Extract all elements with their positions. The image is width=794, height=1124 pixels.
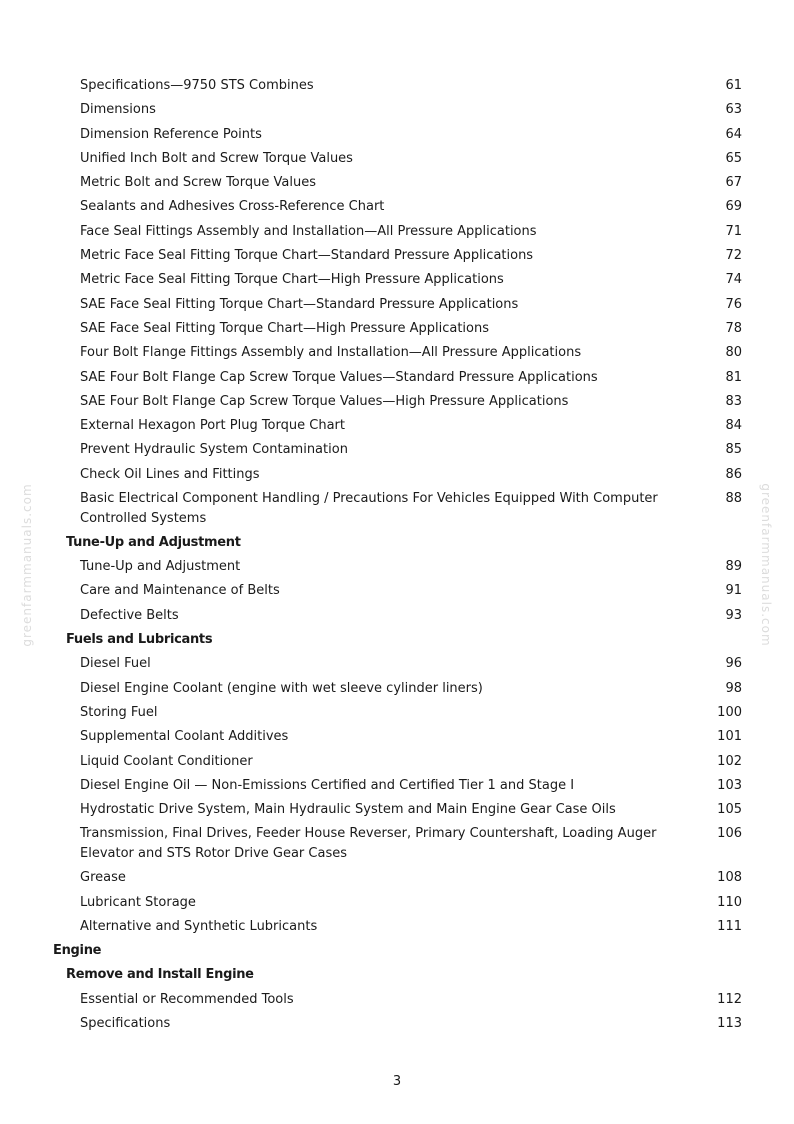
toc-entry[interactable] (0, 465, 794, 485)
toc-entry[interactable] (0, 893, 794, 913)
toc-entry-title: Essential or Recommended Tools (80, 991, 294, 1007)
toc-entry-page-number: 78 (725, 320, 742, 336)
toc-entry[interactable] (0, 824, 794, 863)
toc-entry-page-number: 89 (725, 559, 742, 575)
toc-entry-page-number: 102 (717, 753, 742, 769)
toc-entry-page-number: 67 (725, 175, 742, 191)
toc-entry-title: SAE Four Bolt Flange Cap Screw Torque Values—Standard Pressure Applications (80, 369, 598, 385)
toc-entry-title: Defective Belts (80, 607, 179, 623)
toc-entry-page-number: 63 (725, 102, 742, 118)
toc-section-heading[interactable] (0, 533, 794, 553)
toc-entry[interactable] (0, 581, 794, 601)
toc-entry[interactable] (0, 319, 794, 339)
toc-entry[interactable] (0, 489, 794, 528)
toc-entry-title: Specifications (80, 1015, 171, 1031)
toc-entry-title: External Hexagon Port Plug Torque Chart (80, 418, 345, 434)
toc-entry[interactable] (0, 654, 794, 674)
toc-entry-page-number: 83 (725, 393, 742, 409)
toc-entry-page-number: 113 (717, 1015, 742, 1031)
toc-entry-title: Hydrostatic Drive System, Main Hydraulic System and Main Engine Gear Case Oils (80, 802, 616, 818)
toc-entry-title: Tune-Up and Adjustment (80, 559, 241, 575)
toc-entry-title: Diesel Engine Oil — Non-Emissions Certified and Certified Tier 1 and Stage I (80, 777, 575, 793)
toc-entry[interactable] (0, 392, 794, 412)
toc-entry[interactable] (0, 76, 794, 96)
toc-entry[interactable] (0, 917, 794, 937)
toc-entry-title: Dimensions (80, 102, 156, 118)
toc-entry-title: Grease (80, 870, 126, 886)
toc-entry-page-number: 100 (717, 704, 742, 720)
toc-section-heading[interactable] (0, 965, 794, 985)
toc-entry-title: Tune-Up and Adjustment (66, 534, 241, 550)
toc-entry[interactable] (0, 1014, 794, 1034)
toc-entry-title: Liquid Coolant Conditioner (80, 753, 253, 769)
toc-entry-title: Diesel Fuel (80, 656, 151, 672)
toc-entry-title: Dimension Reference Points (80, 126, 262, 142)
toc-entry[interactable] (0, 173, 794, 193)
toc-chapter-heading[interactable] (0, 941, 794, 961)
toc-entry-title: SAE Four Bolt Flange Cap Screw Torque Values—High Pressure Applications (80, 393, 569, 409)
toc-entry[interactable] (0, 222, 794, 242)
toc-entry[interactable] (0, 368, 794, 388)
table-of-contents (0, 76, 794, 1038)
toc-entry-page-number: 91 (725, 583, 742, 599)
toc-entry[interactable] (0, 295, 794, 315)
toc-entry[interactable] (0, 727, 794, 747)
toc-entry-page-number: 88 (725, 491, 742, 507)
toc-entry-title: Alternative and Synthetic Lubricants (80, 918, 318, 934)
watermark-left: greenfarmmanuals.com (20, 483, 34, 647)
toc-entry[interactable] (0, 679, 794, 699)
toc-entry-title: Transmission, Final Drives, Feeder House Reverser, Primary Countershaft, Loading Auger Elevator and STS Rotor Drive Gear Cases (80, 826, 657, 861)
toc-entry-page-number: 103 (717, 777, 742, 793)
toc-entry-title: SAE Face Seal Fitting Torque Chart—High Pressure Applications (80, 320, 490, 336)
toc-entry[interactable] (0, 416, 794, 436)
toc-entry-title: Engine (53, 943, 102, 959)
toc-entry-title: Sealants and Adhesives Cross-Reference Chart (80, 199, 385, 215)
toc-entry-title: Supplemental Coolant Additives (80, 729, 289, 745)
toc-entry-page-number: 110 (717, 894, 742, 910)
toc-entry-title: Metric Face Seal Fitting Torque Chart—High Pressure Applications (80, 272, 504, 288)
toc-entry-title: Storing Fuel (80, 704, 158, 720)
toc-entry[interactable] (0, 343, 794, 363)
toc-entry-title: Prevent Hydraulic System Contamination (80, 442, 348, 458)
toc-entry[interactable] (0, 776, 794, 796)
toc-entry[interactable] (0, 990, 794, 1010)
toc-entry-page-number: 93 (725, 607, 742, 623)
toc-entry-title: Diesel Engine Coolant (engine with wet sleeve cylinder liners) (80, 680, 483, 696)
page-number: 3 (392, 1074, 402, 1089)
toc-entry-page-number: 61 (725, 78, 742, 93)
toc-entry-page-number: 81 (725, 369, 742, 385)
watermark-right: greenfarmmanuals.com (759, 483, 773, 647)
toc-entry[interactable] (0, 149, 794, 169)
toc-entry-title: Check Oil Lines and Fittings (80, 466, 260, 482)
toc-entry-page-number: 80 (725, 345, 742, 361)
toc-entry[interactable] (0, 557, 794, 577)
toc-entry-title: Unified Inch Bolt and Screw Torque Values (80, 150, 353, 166)
toc-entry[interactable] (0, 800, 794, 820)
toc-entry-page-number: 108 (717, 870, 742, 886)
toc-entry-title: Remove and Install Engine (66, 967, 254, 983)
toc-entry[interactable] (0, 606, 794, 626)
toc-entry-page-number: 112 (717, 991, 742, 1007)
toc-entry[interactable] (0, 197, 794, 217)
toc-entry-page-number: 69 (725, 199, 742, 215)
toc-entry[interactable] (0, 440, 794, 460)
toc-entry[interactable] (0, 752, 794, 772)
toc-entry-title: Lubricant Storage (80, 894, 196, 910)
toc-entry-page-number: 111 (717, 918, 742, 934)
toc-entry-page-number: 74 (725, 272, 742, 288)
toc-entry-title: Metric Face Seal Fitting Torque Chart—Standard Pressure Applications (80, 248, 534, 264)
toc-entry-page-number: 65 (725, 150, 742, 166)
toc-entry-title: Fuels and Lubricants (66, 632, 213, 648)
toc-entry-page-number: 72 (725, 248, 742, 264)
toc-entry-page-number: 85 (725, 442, 742, 458)
toc-entry-title: Specifications—9750 STS Combines (80, 78, 314, 93)
toc-entry-title: Four Bolt Flange Fittings Assembly and Installation—All Pressure Applications (80, 345, 582, 361)
toc-entry-page-number: 101 (717, 729, 742, 745)
toc-entry-page-number: 106 (717, 826, 742, 842)
toc-section-heading[interactable] (0, 630, 794, 650)
toc-entry-title: Basic Electrical Component Handling / Precautions For Vehicles Equipped With Computer Controlled Systems (80, 491, 658, 526)
toc-entry-page-number: 98 (725, 680, 742, 696)
toc-entry-page-number: 64 (725, 126, 742, 142)
toc-entry-title: Care and Maintenance of Belts (80, 583, 280, 599)
toc-entry-page-number: 86 (725, 466, 742, 482)
toc-entry[interactable] (0, 703, 794, 723)
toc-entry-page-number: 105 (717, 802, 742, 818)
toc-entry[interactable] (0, 100, 794, 120)
toc-entry[interactable] (0, 270, 794, 290)
toc-entry[interactable] (0, 868, 794, 888)
toc-entry-title: SAE Face Seal Fitting Torque Chart—Standard Pressure Applications (80, 296, 519, 312)
toc-entry-page-number: 76 (725, 296, 742, 312)
toc-entry-page-number: 71 (725, 223, 742, 239)
toc-entry-page-number: 96 (725, 656, 742, 672)
toc-entry-page-number: 84 (725, 418, 742, 434)
toc-entry[interactable] (0, 246, 794, 266)
toc-entry-title: Metric Bolt and Screw Torque Values (80, 175, 316, 191)
toc-entry[interactable] (0, 125, 794, 145)
toc-entry-title: Face Seal Fittings Assembly and Installation—All Pressure Applications (80, 223, 537, 239)
